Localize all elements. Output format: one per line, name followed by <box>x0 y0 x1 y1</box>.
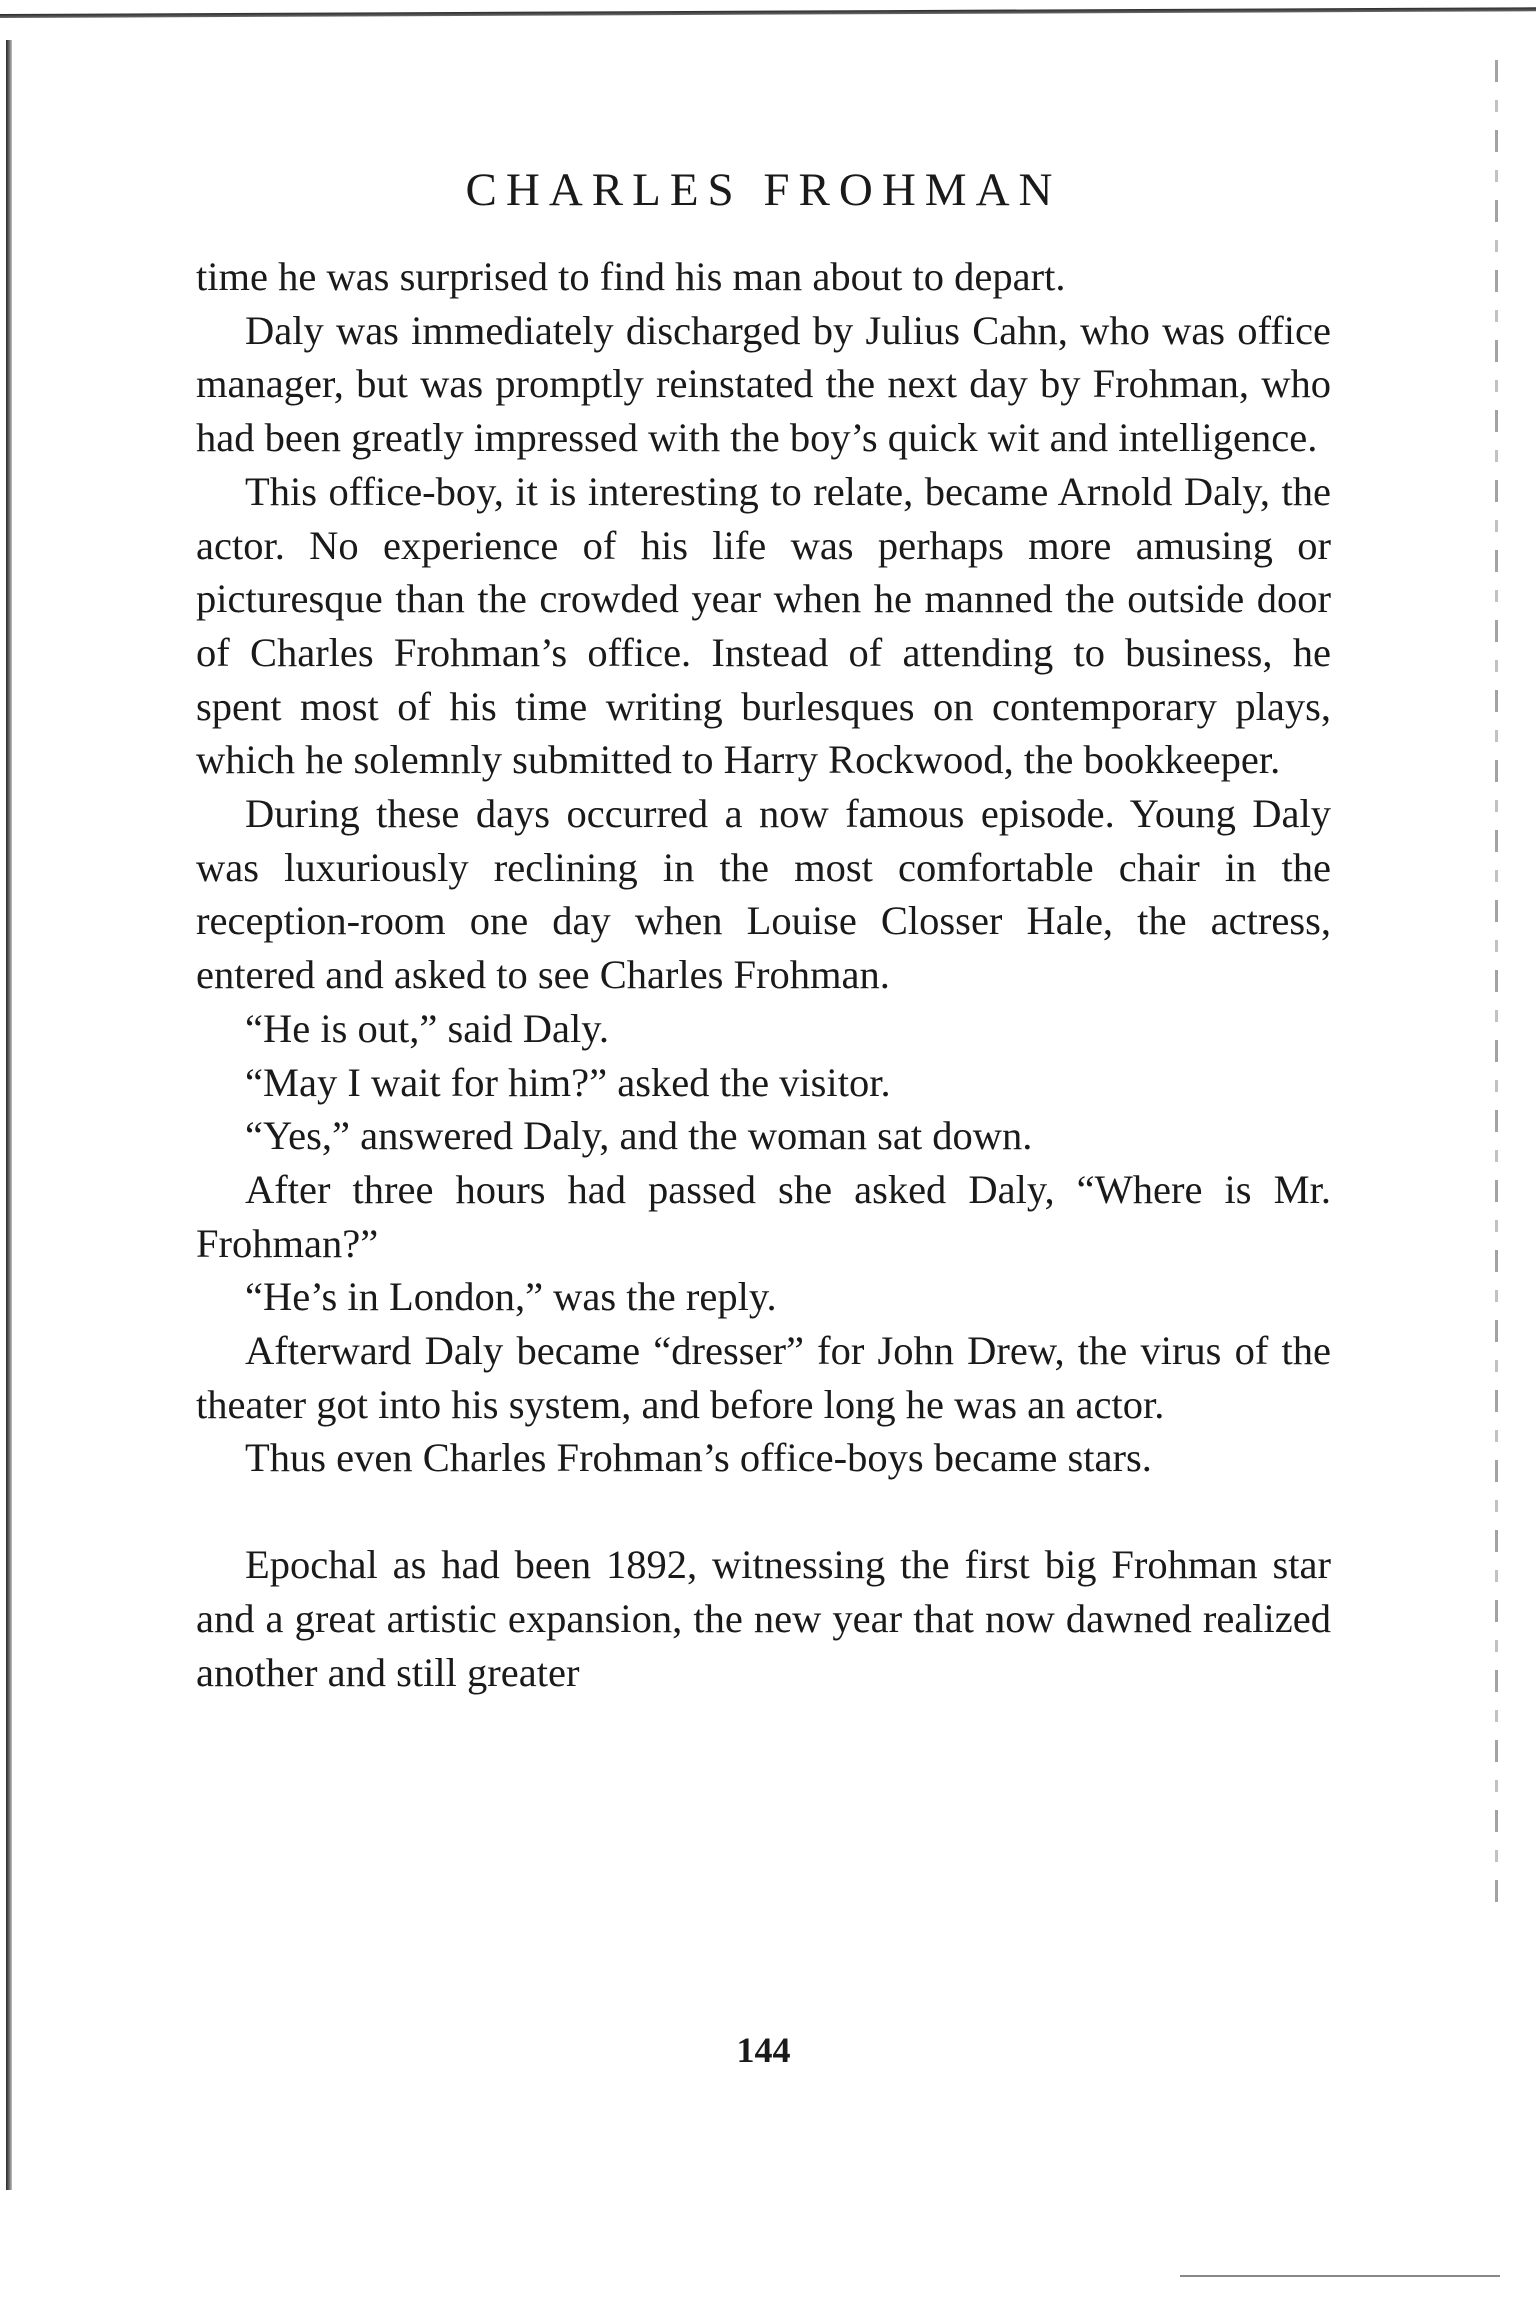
running-head: CHARLES FROHMAN <box>465 164 1062 216</box>
paragraph: “He is out,” said Daly. <box>245 1005 610 1051</box>
scan-right-edge <box>1495 60 1498 1910</box>
paragraph: Epochal as had been 1892, witnessing the first big Frohman star and a great artistic expansion, the new year that now dawned realized another and still greater <box>196 1542 1331 1695</box>
paragraph: During these days occurred a now famous episode. Young Daly was luxuriously reclining in the most comfortable chair in the reception-room one day when Louise Closser Hale, the actress, entered and asked to see Charles Frohman. <box>196 791 1331 998</box>
scan-bottom-edge <box>1180 2275 1500 2277</box>
scan-binding-edge <box>6 40 12 2190</box>
paragraph: “May I wait for him?” asked the visitor. <box>245 1059 891 1105</box>
paragraph: Thus even Charles Frohman’s office-boys became stars. <box>245 1435 1152 1481</box>
scan-top-edge <box>0 7 1536 18</box>
paragraph: This office-boy, it is interesting to relate, became Arnold Daly, the actor. No experience of his life was perhaps more amusing or picturesque than the crowded year when he manned the outside door of Charles Frohman’s office. Instead of attending to business, he spent most of his time writing burlesques on contemporary plays, which he solemnly submitted to Harry Rockwood, the bookkeeper. <box>196 468 1331 783</box>
paragraph: Daly was immediately discharged by Julius Cahn, who was office manager, but was promptly reinstated the next day by Frohman, who had been greatly impressed with the boy’s quick wit and intelligence. <box>196 307 1331 461</box>
page-number: 144 <box>736 2030 791 2070</box>
paragraph: “He’s in London,” was the reply. <box>245 1274 777 1320</box>
paragraph: Afterward Daly became “dresser” for John Drew, the virus of the theater got into his system, and before long he was an actor. <box>196 1328 1331 1427</box>
paragraph: After three hours had passed she asked Daly, “Where is Mr. Frohman?” <box>196 1166 1331 1266</box>
paragraph: time he was surprised to find his man about to depart. <box>196 254 1066 299</box>
body-text <box>196 250 1331 1699</box>
paragraph: “Yes,” answered Daly, and the woman sat down. <box>245 1113 1033 1159</box>
